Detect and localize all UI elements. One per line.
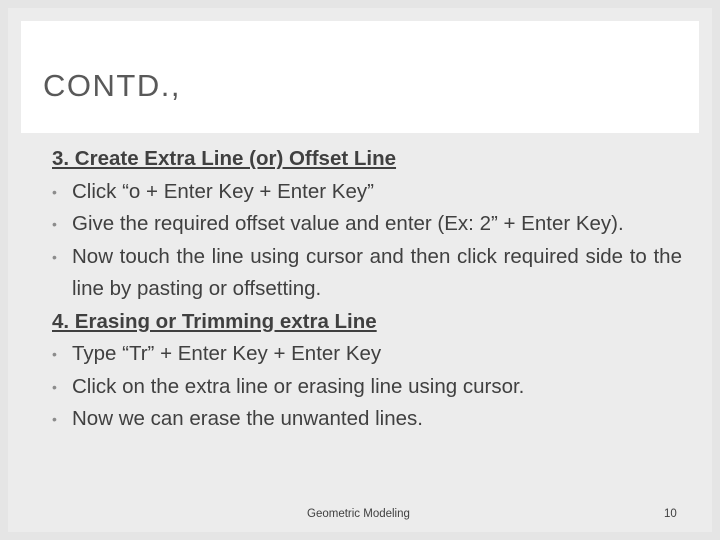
bullet-text: Give the required offset value and enter (Ex: 2” + Enter Key).: [72, 212, 624, 235]
content-list: [52, 143, 682, 436]
section-heading: 3. Create Extra Line (or) Offset Line: [52, 147, 397, 170]
footer-text: Geometric Modeling: [307, 508, 410, 520]
bullet-text: Now we can erase the unwanted lines.: [72, 407, 423, 430]
bullet-item: [52, 338, 682, 371]
bullet-icon: •: [52, 248, 57, 265]
bullet-text: Type “Tr” + Enter Key + Enter Key: [72, 342, 382, 365]
bullet-item: [52, 208, 682, 241]
bullet-item: [52, 371, 682, 404]
bullet-icon: •: [52, 411, 57, 427]
bullet-item: [52, 403, 682, 436]
bullet-icon: •: [52, 346, 57, 362]
section-heading: 4. Erasing or Trimming extra Line: [52, 309, 377, 333]
bullet-icon: •: [52, 216, 57, 232]
title-box: [21, 21, 699, 133]
bullet-item: [52, 176, 682, 209]
bullet-item: [52, 241, 682, 306]
bullet-text: Now touch the line using cursor and then click required side to the line by pasting or offsetting.: [72, 244, 682, 300]
bullet-icon: •: [52, 183, 57, 200]
bullet-text: Click on the extra line or erasing line using cursor.: [72, 374, 525, 398]
slide-title: CONTD.,: [43, 68, 181, 103]
bullet-text: Click “o + Enter Key + Enter Key”: [72, 179, 374, 203]
bullet-icon: •: [52, 378, 57, 395]
slide: [8, 8, 712, 532]
page-number: 10: [664, 508, 677, 520]
